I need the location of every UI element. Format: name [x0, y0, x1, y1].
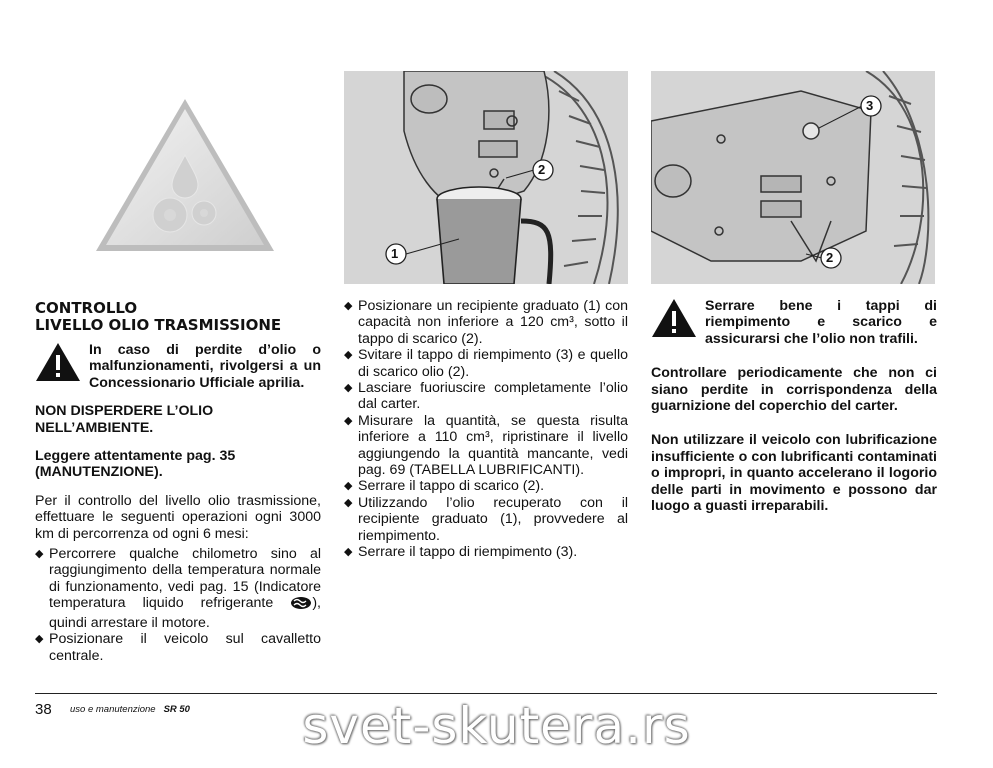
- environment-notice: NON DISPERDERE L’OLIO NELL’AMBIENTE.: [35, 403, 214, 436]
- intro-paragraph: Per il controllo del livello olio trasmissione, effettuare le seguenti operazioni ogni 3000 km di percorrenza od ogni 6 mesi:: [35, 492, 321, 542]
- dealer-warning-text: In caso di perdite d’olio o malfunzionamenti, rivolgersi a un Concessionario Ufficiale: [89, 342, 321, 391]
- footer-divider: [35, 693, 937, 694]
- list-item: ◆ Serrare il tappo di riempimento (3).: [344, 544, 628, 560]
- exclamation-warning-icon: [651, 298, 697, 343]
- list-item: ◆ Posizionare il veicolo sul cavalletto centrale.: [35, 631, 321, 664]
- middle-column: [344, 298, 628, 561]
- coolant-temperature-icon: [290, 596, 312, 614]
- watermark: svet-skutera.rs: [302, 697, 691, 755]
- list-item: ◆ Serrare il tappo di scarico (2).: [344, 478, 628, 494]
- tighten-warning-text: Serrare bene i tappi di riempimento e scarico e assicurarsi che l’olio non trafili.: [705, 298, 937, 347]
- callout-3-label: 3: [866, 98, 874, 113]
- callout-2b-label: 2: [826, 250, 834, 265]
- callout-2-label: 2: [538, 162, 546, 177]
- footer-model: SR 50: [163, 704, 190, 715]
- oil-gear-hazard-icon: [92, 95, 278, 255]
- footer-title: uso e manutenzione SR 50: [70, 704, 190, 715]
- middle-steps-list: [344, 298, 628, 561]
- lubrication-warning-paragraph: Non utilizzare il veicolo con lubrificazione insufficiente o con lubrificanti contaminati o impropri, in quanto accelerano il logorio delle parti in movimento e possono dar luogo a guasti irreparabili.: [651, 432, 937, 515]
- callout-1-label: 1: [391, 246, 399, 261]
- fill-cap-figure: [651, 71, 935, 284]
- left-steps-list: [35, 546, 321, 664]
- drain-oil-figure: [344, 71, 628, 284]
- list-item: ◆ Svitare il tappo di riempimento (3) e quello di scarico olio (2).: [344, 347, 628, 380]
- read-maintenance-notice: Leggere attentamente pag. 35 (MANUTENZIONE).: [35, 448, 236, 481]
- list-item: ◆ Misurare la quantità, se questa risulta inferiore a 110 cm³, ripristinare il livello aggiungendo la quantità mancante, vedi pag. 69 (TABELLA LUBRIFICANTI).: [344, 413, 628, 479]
- tighten-warning: [651, 298, 937, 347]
- list-item: ◆ Posizionare un recipiente graduato (1) con capacità non inferiore a 120 cm³, sotto il tappo di scarico (2).: [344, 298, 628, 347]
- dealer-warning: In caso di perdite d’olio o malfunzionamenti, rivolgersi a un Concessionario Ufficiale aprilia.: [35, 342, 321, 391]
- page-number: 38: [35, 701, 52, 718]
- list-item: ◆ Lasciare fuoriuscire completamente l’olio dal carter.: [344, 380, 628, 413]
- list-item: ◆ Utilizzando l’olio recuperato con il recipiente graduato (1), provvedere al riempimento.: [344, 495, 628, 544]
- brand-name: aprilia: [258, 374, 301, 391]
- left-column: [35, 300, 321, 664]
- section-heading: CONTROLLO LIVELLO OLIO TRASMISSIONE: [35, 299, 282, 334]
- check-leaks-paragraph: Controllare periodicamente che non ci siano perdite in corrispondenza della guarnizione del coperchio del carter.: [651, 365, 937, 415]
- list-item: ◆ Percorrere qualche chilometro sino al raggiungimento della temperatura normale di funzionamento, vedi pag. 15 (Indicatore temperatura liquido refrigerante ), quindi arrestare il motore.: [35, 546, 321, 631]
- exclamation-warning-icon: [35, 342, 81, 387]
- right-column: [651, 298, 937, 514]
